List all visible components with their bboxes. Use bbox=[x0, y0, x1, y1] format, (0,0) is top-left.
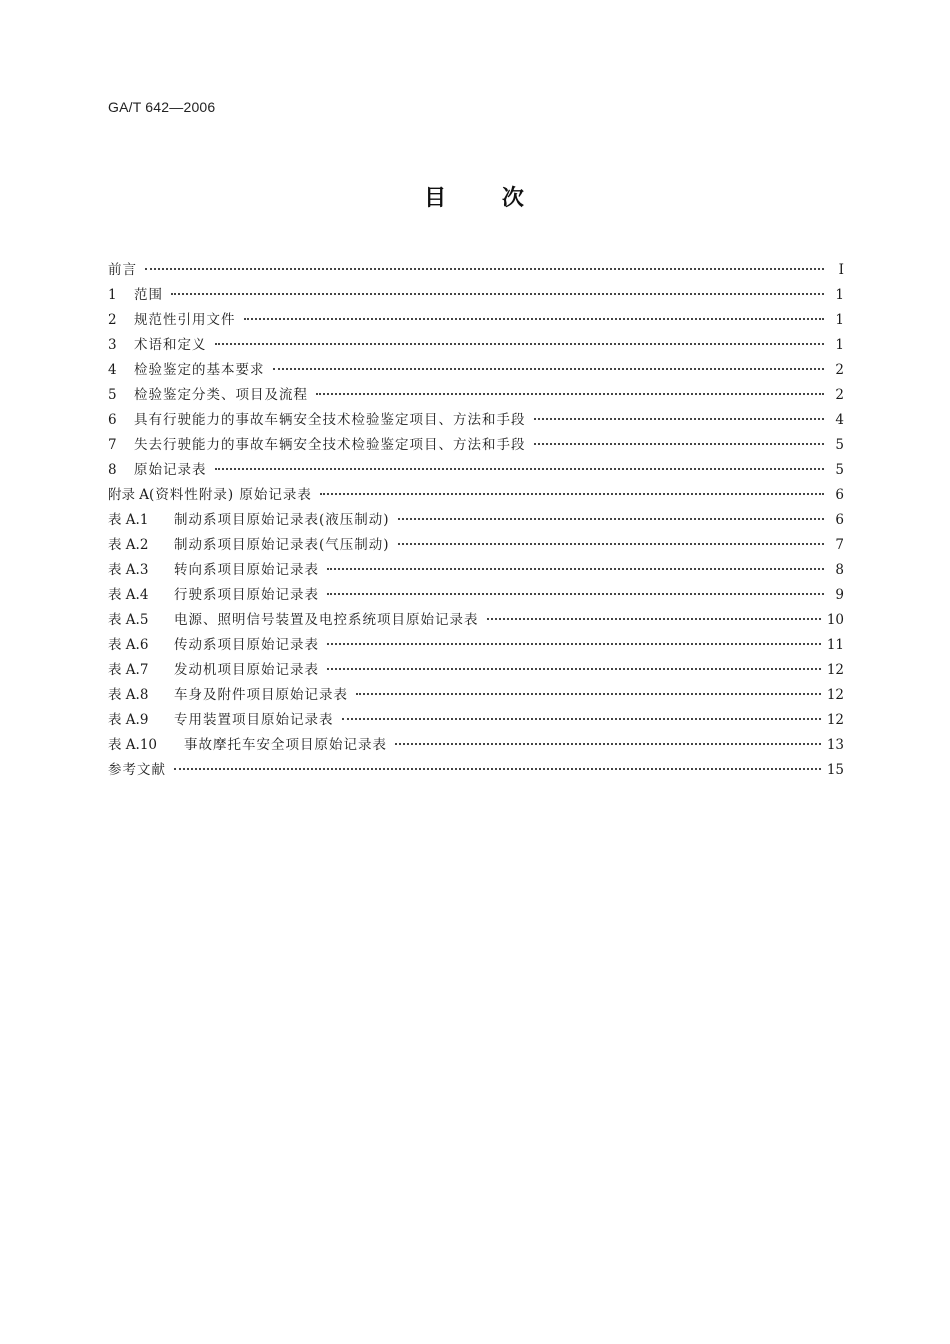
toc-entry-number: 表 A.7 bbox=[108, 662, 149, 678]
dot-leader bbox=[398, 518, 824, 520]
dot-leader bbox=[356, 693, 821, 695]
toc-entry-page: 12 bbox=[826, 662, 844, 678]
dot-leader bbox=[534, 418, 825, 420]
toc-entry-table-a2[interactable] bbox=[108, 533, 844, 558]
toc-entry-number: 7 bbox=[108, 437, 117, 453]
toc-entry-label: 发动机项目原始记录表 bbox=[174, 662, 319, 678]
toc-entry-label: 检验鉴定的基本要求 bbox=[134, 362, 265, 378]
toc-entry-page: 11 bbox=[826, 637, 844, 653]
dot-leader bbox=[171, 293, 824, 295]
toc-entry-table-a9[interactable] bbox=[108, 708, 844, 733]
dot-leader bbox=[320, 493, 824, 495]
standard-code: GA/T 642—2006 bbox=[108, 99, 216, 115]
toc-entry-page: 1 bbox=[835, 337, 844, 353]
dot-leader bbox=[327, 593, 824, 595]
dot-leader bbox=[145, 268, 824, 270]
toc-entry-label: 检验鉴定分类、项目及流程 bbox=[134, 387, 308, 403]
toc-entry-label: 前言 bbox=[108, 262, 137, 278]
dot-leader bbox=[487, 618, 821, 620]
toc-entry-table-a4[interactable] bbox=[108, 583, 844, 608]
toc-entry-page: 5 bbox=[835, 437, 844, 453]
dot-leader bbox=[342, 718, 821, 720]
toc-entry-page: I bbox=[838, 262, 844, 278]
dot-leader bbox=[215, 468, 825, 470]
toc-entry-page: 2 bbox=[835, 362, 844, 378]
toc-entry-label: 传动系项目原始记录表 bbox=[174, 637, 319, 653]
toc-entry-page: 6 bbox=[835, 512, 844, 528]
toc-entry-number: 1 bbox=[108, 287, 117, 303]
toc-entry-number: 表 A.3 bbox=[108, 562, 149, 578]
toc-entry-number: 表 A.6 bbox=[108, 637, 149, 653]
page-title: 目 次 bbox=[424, 186, 526, 211]
toc-entry-number: 8 bbox=[108, 462, 117, 478]
toc-entry-label: 事故摩托车安全项目原始记录表 bbox=[184, 737, 387, 753]
dot-leader bbox=[534, 443, 825, 445]
toc-entry-page: 2 bbox=[835, 387, 844, 403]
toc-entry-label: 具有行驶能力的事故车辆安全技术检验鉴定项目、方法和手段 bbox=[134, 412, 526, 428]
toc-entry-page: 1 bbox=[835, 287, 844, 303]
toc-entry-5[interactable] bbox=[108, 383, 844, 408]
toc-entry-number: 表 A.2 bbox=[108, 537, 149, 553]
toc-entry-page: 8 bbox=[835, 562, 844, 578]
toc-entry-label: 术语和定义 bbox=[134, 337, 207, 353]
toc-entry-table-a7[interactable] bbox=[108, 658, 844, 683]
toc-entry-label: 制动系项目原始记录表(液压制动) bbox=[174, 512, 390, 528]
toc-entry-page: 4 bbox=[835, 412, 844, 428]
toc-entry-page: 12 bbox=[826, 687, 844, 703]
toc-entry-table-a6[interactable] bbox=[108, 633, 844, 658]
toc-entry-table-a5[interactable] bbox=[108, 608, 844, 633]
toc-entry-7[interactable] bbox=[108, 433, 844, 458]
toc-entry-number: 表 A.4 bbox=[108, 587, 149, 603]
toc-entry-label: (资料性附录) 原始记录表 bbox=[149, 487, 312, 503]
toc-entry-page: 13 bbox=[826, 737, 844, 753]
dot-leader bbox=[327, 568, 824, 570]
dot-leader bbox=[327, 643, 821, 645]
toc-entry-label: 行驶系项目原始记录表 bbox=[174, 587, 319, 603]
toc-entry-page: 5 bbox=[835, 462, 844, 478]
toc-entry-page: 10 bbox=[826, 612, 844, 628]
toc-entry-page: 1 bbox=[835, 312, 844, 328]
toc-entry-page: 6 bbox=[835, 487, 844, 503]
dot-leader bbox=[174, 768, 821, 770]
toc-entry-8[interactable] bbox=[108, 458, 844, 483]
dot-leader bbox=[395, 743, 821, 745]
toc-entry-number: 附录 A bbox=[108, 487, 150, 503]
toc-entry-label: 参考文献 bbox=[108, 762, 166, 778]
toc-entry-page: 7 bbox=[835, 537, 844, 553]
toc-entry-number: 表 A.1 bbox=[108, 512, 149, 528]
toc-entry-1[interactable] bbox=[108, 283, 844, 308]
toc-entry-references[interactable] bbox=[108, 758, 844, 783]
toc-entry-label: 范围 bbox=[134, 287, 163, 303]
dot-leader bbox=[316, 393, 824, 395]
toc-entry-number: 6 bbox=[108, 412, 117, 428]
toc-entry-label: 规范性引用文件 bbox=[134, 312, 236, 328]
toc-entry-label: 电源、照明信号装置及电控系统项目原始记录表 bbox=[174, 612, 479, 628]
toc-entry-table-a1[interactable] bbox=[108, 508, 844, 533]
toc-entry-number: 表 A.5 bbox=[108, 612, 149, 628]
toc-entry-label: 失去行驶能力的事故车辆安全技术检验鉴定项目、方法和手段 bbox=[134, 437, 526, 453]
dot-leader bbox=[273, 368, 825, 370]
toc-entry-number: 表 A.10 bbox=[108, 737, 158, 753]
toc-entry-label: 制动系项目原始记录表(气压制动) bbox=[174, 537, 390, 553]
toc-entry-number: 2 bbox=[108, 312, 117, 328]
toc-entry-label: 专用装置项目原始记录表 bbox=[174, 712, 334, 728]
toc-entry-foreword[interactable] bbox=[108, 258, 844, 283]
dot-leader bbox=[398, 543, 824, 545]
toc-entry-page: 15 bbox=[826, 762, 844, 778]
toc-entry-2[interactable] bbox=[108, 308, 844, 333]
toc-entry-6[interactable] bbox=[108, 408, 844, 433]
dot-leader bbox=[327, 668, 821, 670]
toc-entry-table-a10[interactable] bbox=[108, 733, 844, 758]
toc-entry-number: 表 A.9 bbox=[108, 712, 149, 728]
toc-entry-4[interactable] bbox=[108, 358, 844, 383]
toc-entry-3[interactable] bbox=[108, 333, 844, 358]
toc-entry-label: 转向系项目原始记录表 bbox=[174, 562, 319, 578]
toc-entry-number: 5 bbox=[108, 387, 117, 403]
toc-entry-number: 4 bbox=[108, 362, 117, 378]
toc-entry-number: 表 A.8 bbox=[108, 687, 149, 703]
toc-entry-page: 12 bbox=[826, 712, 844, 728]
toc-entry-table-a3[interactable] bbox=[108, 558, 844, 583]
toc-entry-label: 原始记录表 bbox=[134, 462, 207, 478]
table-of-contents bbox=[108, 258, 844, 783]
toc-entry-page: 9 bbox=[835, 587, 844, 603]
toc-entry-table-a8[interactable] bbox=[108, 683, 844, 708]
toc-entry-appendix-a[interactable] bbox=[108, 483, 844, 508]
dot-leader bbox=[244, 318, 825, 320]
dot-leader bbox=[215, 343, 825, 345]
toc-entry-number: 3 bbox=[108, 337, 117, 353]
toc-entry-label: 车身及附件项目原始记录表 bbox=[174, 687, 348, 703]
